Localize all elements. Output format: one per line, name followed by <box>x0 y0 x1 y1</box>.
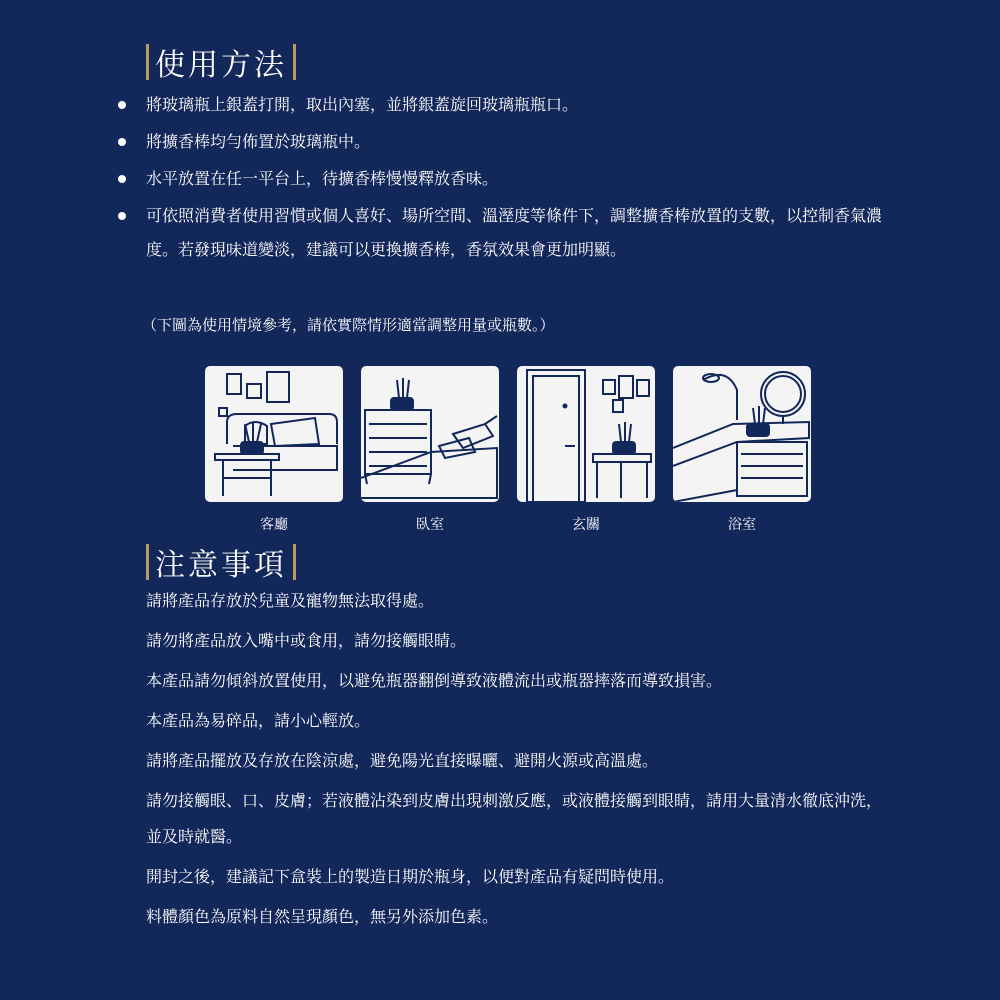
bedroom-illustration <box>361 366 499 502</box>
usage-item: 可依照消費者使用習慣或個人喜好、場所空間、溫溼度等條件下，調整擴香棒放置的支數，以控制香氣濃度。若發現味道變淡，建議可以更換擴香棒，香氛效果會更加明顯。 <box>118 199 898 267</box>
usage-item: 水平放置在任一平台上，待擴香棒慢慢釋放香味。 <box>118 162 898 196</box>
caution-item: 請勿接觸眼、口、皮膚；若液體沾染到皮膚出現刺激反應，或液體接觸到眼睛，請用大量清水徹底沖洗，並及時就醫。 <box>146 791 883 846</box>
caution-item: 開封之後，建議記下盒裝上的製造日期於瓶身，以便對產品有疑問時使用。 <box>146 867 675 886</box>
usage-item: 將玻璃瓶上銀蓋打開，取出內塞，並將銀蓋旋回玻璃瓶瓶口。 <box>118 88 898 122</box>
scene-caption-living-room: 客廳 <box>260 517 288 533</box>
caution-item: 本產品請勿傾斜放置使用，以避免瓶器翻倒導致液體流出或瓶器摔落而導致損害。 <box>146 671 723 690</box>
caution-item: 料體顏色為原料自然呈現顏色，無另外添加色素。 <box>146 907 499 926</box>
caution-item: 請將產品擺放及存放在陰涼處，避免陽光直接曝曬、避開火源或高溫處。 <box>146 751 659 770</box>
cautions-heading-text: 注意事項 <box>155 548 287 583</box>
bullet-icon <box>118 138 126 146</box>
usage-note: （下圖為使用情境參考，請依實際情形適當調整用量或瓶數。） <box>142 316 555 334</box>
entrance-illustration <box>517 366 655 502</box>
living-room-illustration <box>205 366 343 502</box>
usage-heading <box>146 40 296 84</box>
caution-item: 請將產品存放於兒童及寵物無法取得處。 <box>146 591 435 610</box>
scene-caption-bathroom: 浴室 <box>728 517 756 533</box>
bullet-icon <box>118 101 126 109</box>
heading-bar-right <box>293 544 296 580</box>
scene-gallery <box>205 366 811 536</box>
usage-list <box>118 88 898 270</box>
scene-caption-entrance: 玄關 <box>572 517 600 533</box>
scene-caption-bedroom: 臥室 <box>416 517 444 533</box>
caution-item: 請勿將產品放入嘴中或食用，請勿接觸眼睛。 <box>146 631 467 650</box>
bullet-icon <box>118 175 126 183</box>
heading-bar-right <box>293 44 296 80</box>
cautions-list <box>146 583 886 939</box>
usage-heading-text: 使用方法 <box>155 48 287 83</box>
caution-item: 本產品為易碎品，請小心輕放。 <box>146 711 371 730</box>
cautions-heading <box>146 540 296 584</box>
bullet-icon <box>118 212 126 220</box>
usage-item: 將擴香棒均勻佈置於玻璃瓶中。 <box>118 125 898 159</box>
bathroom-illustration <box>673 366 811 502</box>
